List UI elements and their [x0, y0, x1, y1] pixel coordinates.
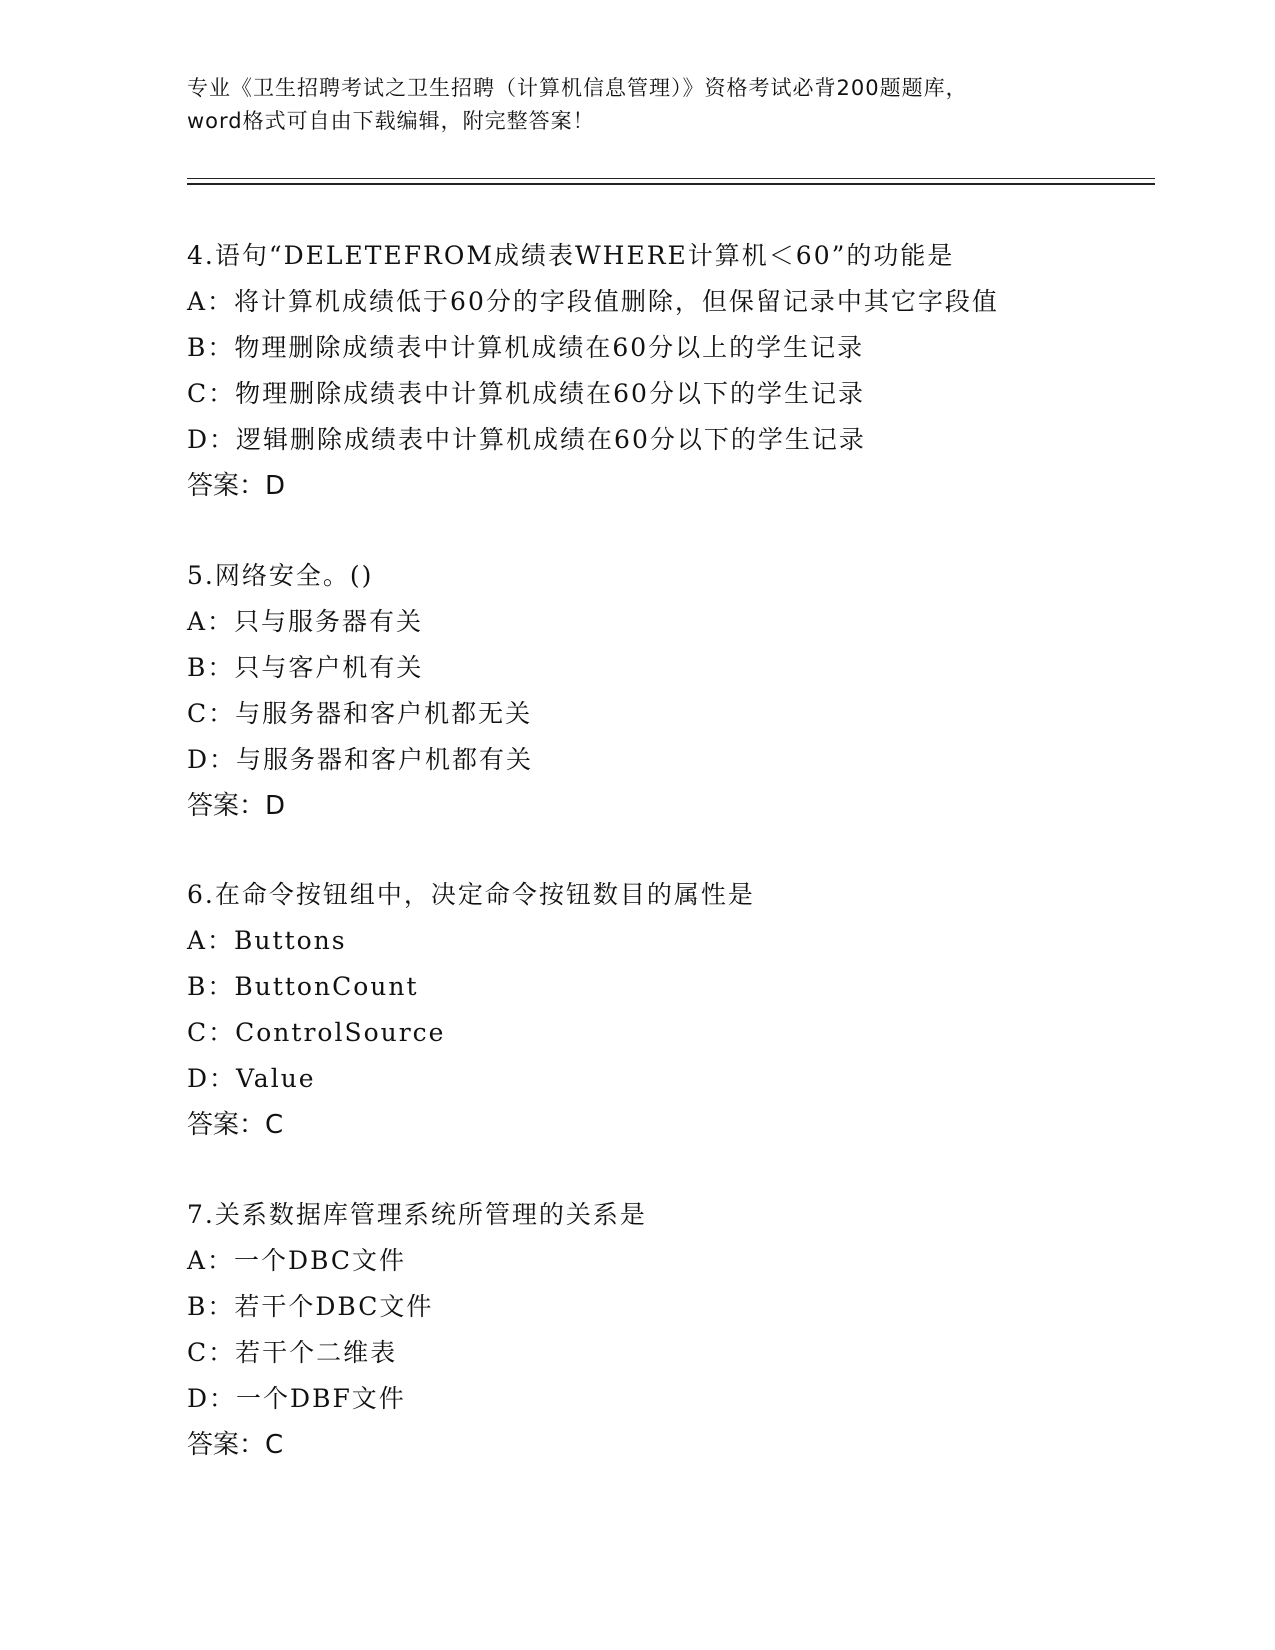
header-line-2: word格式可自由下载编辑，附完整答案！ [187, 109, 595, 133]
option-d: D：与服务器和客户机都有关 [187, 745, 534, 774]
answer: 答案：C [187, 1110, 284, 1140]
question-stem: 6.在命令按钮组中，决定命令按钮数目的属性是 [187, 880, 755, 909]
answer: 答案：D [187, 791, 286, 821]
question-stem: 4.语句“DELETEFROM成绩表WHERE计算机＜60”的功能是 [187, 241, 955, 270]
header-line-1: 专业《卫生招聘考试之卫生招聘（计算机信息管理）》资格考试必背200题题库， [187, 76, 968, 100]
option-b: B：ButtonCount [187, 972, 419, 1001]
question-stem: 7.关系数据库管理系统所管理的关系是 [187, 1200, 647, 1229]
option-d: D：一个DBF文件 [187, 1384, 406, 1413]
header-divider-top [187, 178, 1155, 179]
question-4 [187, 233, 1187, 509]
option-c: C：ControlSource [187, 1018, 446, 1047]
option-a: A：将计算机成绩低于60分的字段值删除，但保留记录中其它字段值 [187, 287, 999, 316]
question-5 [187, 553, 1187, 829]
option-a: A：Buttons [187, 926, 347, 955]
question-7 [187, 1192, 1187, 1468]
option-c: C：物理删除成绩表中计算机成绩在60分以下的学生记录 [187, 379, 865, 408]
option-c: C：若干个二维表 [187, 1338, 398, 1367]
question-stem: 5.网络安全。() [187, 561, 374, 590]
option-a: A：一个DBC文件 [187, 1246, 407, 1275]
header-divider-bottom [187, 183, 1155, 185]
option-a: A：只与服务器有关 [187, 607, 424, 636]
answer: 答案：D [187, 471, 286, 501]
option-c: C：与服务器和客户机都无关 [187, 699, 533, 728]
option-d: D：Value [187, 1064, 316, 1093]
option-b: B：物理删除成绩表中计算机成绩在60分以上的学生记录 [187, 333, 865, 362]
document-header [187, 72, 1087, 138]
option-b: B：若干个DBC文件 [187, 1292, 434, 1321]
option-b: B：只与客户机有关 [187, 653, 424, 682]
question-6 [187, 872, 1187, 1148]
option-d: D：逻辑删除成绩表中计算机成绩在60分以下的学生记录 [187, 425, 866, 454]
answer: 答案：C [187, 1430, 284, 1460]
